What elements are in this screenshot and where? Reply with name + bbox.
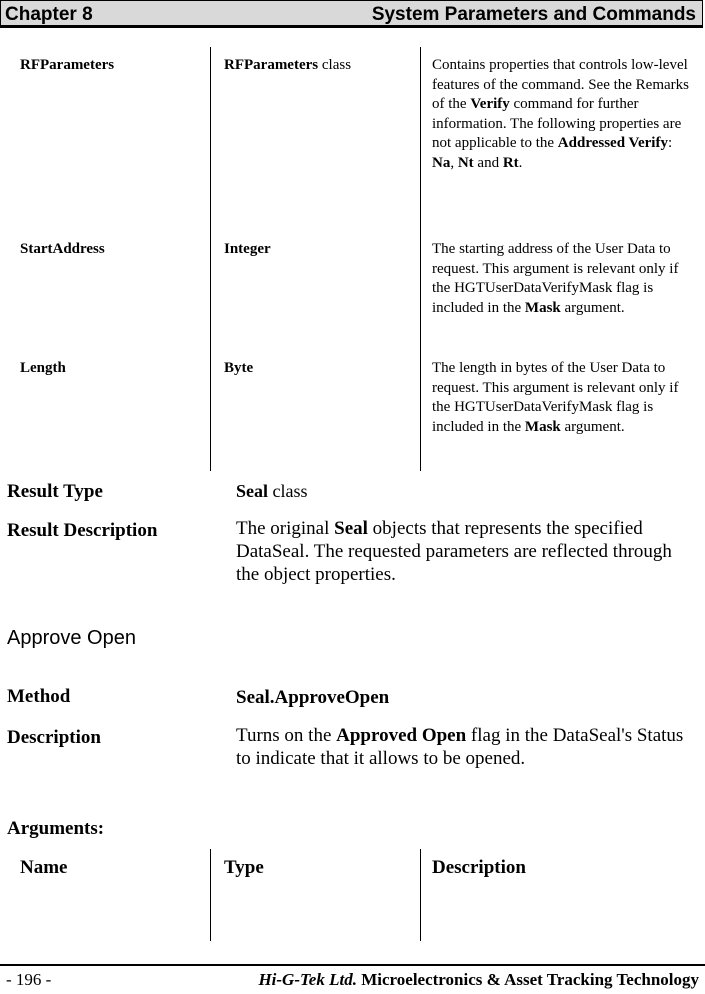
result-desc-bold: Seal [334,518,368,539]
arg-name: Length [20,360,66,376]
desc-pre: Turns on the [236,725,337,746]
desc-text: and [473,154,503,171]
column-header-type: Type [224,857,264,878]
table-divider-2 [420,849,421,941]
column-header-name: Name [20,857,68,878]
desc-keyword: Na [432,154,451,171]
page-header [0,0,703,28]
description-text [236,724,696,770]
chapter-label: Chapter 8 [5,4,93,25]
arg-type [224,359,253,378]
result-type-label: Result Type [7,481,103,502]
description-label: Description [7,727,101,748]
desc-text: , [450,154,458,171]
desc-keyword: Verify [470,96,510,112]
result-type-rest: class [268,481,308,501]
page-number: - 196 - [6,970,52,989]
desc-post: flag in the DataSeal's Status to indicate that it allows to be opened. [236,725,684,769]
desc-text: : [667,135,673,151]
arg-type [224,56,351,75]
arg-type [224,240,271,259]
arg-type-bold: Byte [224,360,254,376]
desc-text: argument. [560,299,625,316]
desc-text: Contains properties that controls low-level features of the command. See the Remarks of the [432,57,689,112]
footer-rule [0,964,705,966]
result-desc-post: objects that represents the specified DataSeal. The requested parameters are reflected through the object properties. [236,518,672,585]
table-divider-1 [210,849,211,941]
arg-description [432,240,697,318]
desc-bold: Approved Open [336,725,467,746]
column-header-description: Description [432,857,526,878]
footer-subtitle: Microelectronics & Asset Tracking Technology [356,970,699,989]
table-divider-1 [210,47,211,471]
desc-text: argument. [560,418,625,435]
method-value: Seal.ApproveOpen [236,687,390,708]
desc-text: The starting address of the User Data to request. This argument is relevant only if the HGTUserDataVerifyMask flag is included in the [432,241,679,316]
desc-keyword: Rt [502,154,519,171]
desc-text: command for further information. The following properties are not applicable to the [432,96,682,151]
arg-name: StartAddress [20,241,105,257]
result-desc-pre: The original [236,518,335,539]
section-heading: Approve Open [7,627,136,649]
company-name: Hi-G-Tek Ltd. [258,970,357,989]
arg-name: RFParameters [20,57,115,73]
desc-keyword: Nt [457,154,474,171]
arg-description [432,359,697,437]
result-type-value [236,480,308,503]
result-description-text [236,517,696,586]
desc-keyword: Addressed Verify [557,135,668,151]
method-label: Method [7,686,71,707]
table-divider-2 [420,47,421,471]
arg-description [432,56,697,173]
footer-tagline [258,970,699,990]
arguments-label: Arguments: [7,818,105,839]
arg-type-bold: Integer [224,241,271,257]
desc-keyword: Mask [524,299,561,316]
desc-text: . [518,154,523,171]
chapter-title: System Parameters and Commands [371,4,696,25]
arg-type-bold: RFParameters [224,57,319,73]
arg-type-rest: class [318,57,352,73]
result-type-bold: Seal [236,481,269,501]
desc-keyword: Mask [524,418,561,435]
result-description-label: Result Description [7,520,158,541]
desc-text: The length in bytes of the User Data to request. This argument is relevant only if the HGTUserDataVerifyMask flag is included in the [432,360,679,435]
